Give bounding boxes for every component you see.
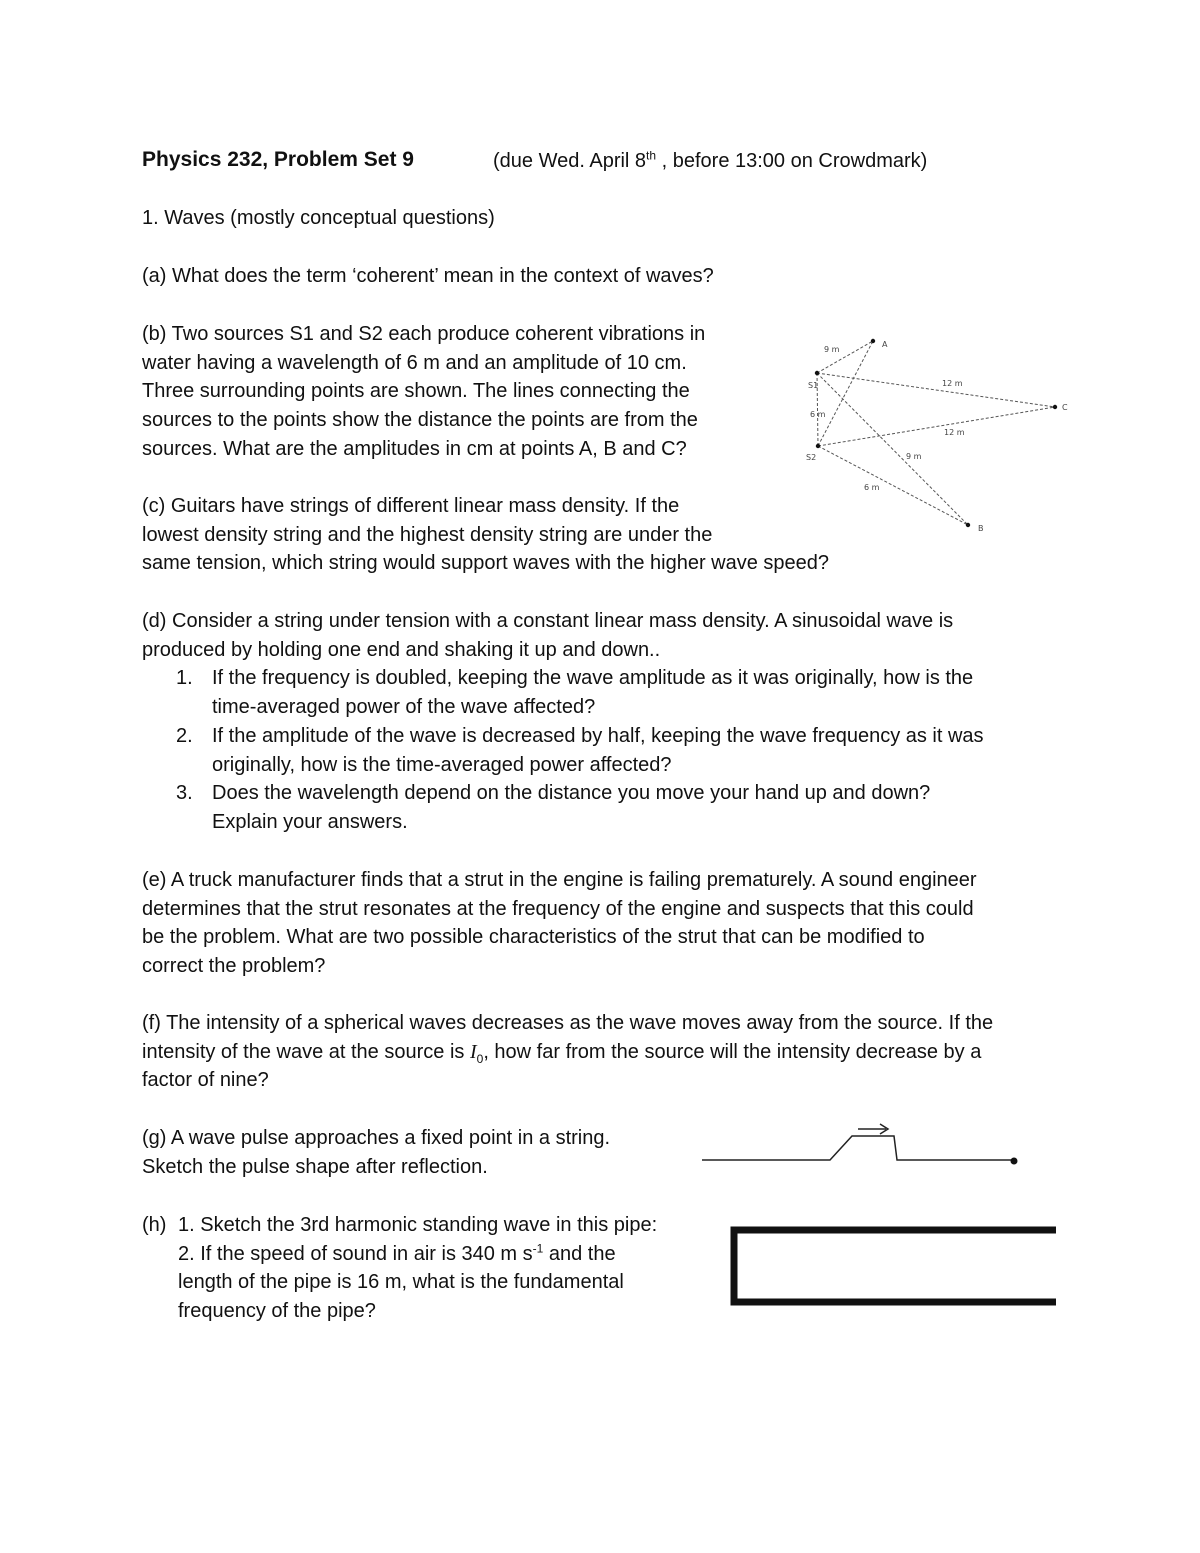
dist-s1-s2: 6 m — [810, 410, 826, 419]
label-a: A — [882, 340, 888, 349]
question-g-line: Sketch the pulse shape after reflection. — [142, 1155, 488, 1178]
string-with-pulse — [702, 1136, 1014, 1160]
page-title: Physics 232, Problem Set 9 — [142, 148, 414, 171]
question-d-line: (d) Consider a string under tension with a constant linear mass density. A sinusoidal wave is — [142, 610, 954, 632]
point-c-dot — [1053, 405, 1057, 409]
line-s1-b — [817, 373, 968, 525]
question-e-line: (e) A truck manufacturer finds that a strut in the engine is failing prematurely. A sound engineer — [142, 869, 977, 891]
question-d-item: 3. Does the wavelength depend on the distance you move your hand up and down? — [176, 782, 931, 805]
dist-s1-a: 9 m — [824, 345, 840, 354]
source-s1-dot — [815, 371, 819, 375]
question-b-line: water having a wavelength of 6 m and an amplitude of 10 cm. — [142, 351, 687, 374]
question-c-line: lowest density string and the highest density string are under the — [142, 523, 713, 546]
question-e-line: determines that the strut resonates at the frequency of the engine and suspects that this could — [142, 897, 974, 920]
line-s2-b — [818, 446, 968, 525]
section-heading: 1. Waves (mostly conceptual questions) — [142, 207, 495, 229]
point-b-dot — [966, 523, 970, 527]
question-d-item: 2. If the amplitude of the wave is decreased by half, keeping the wave frequency as it was — [176, 724, 984, 747]
label-c: C — [1062, 403, 1068, 412]
point-a-dot — [871, 339, 875, 343]
label-s2: S2 — [806, 453, 817, 462]
dist-s1-b: 9 m — [906, 452, 922, 461]
question-d-item-cont: time-averaged power of the wave affected? — [212, 696, 596, 719]
question-h-line: length of the pipe is 16 m, what is the fundamental — [178, 1271, 624, 1294]
question-h-label: (h) — [142, 1214, 167, 1236]
question-e-line: correct the problem? — [142, 955, 326, 978]
question-h-line: 1. Sketch the 3rd harmonic standing wave in this pipe: — [178, 1214, 658, 1236]
closed-pipe — [734, 1230, 1056, 1302]
question-c-line: same tension, which string would support waves with the higher wave speed? — [142, 552, 830, 575]
interference-diagram — [800, 325, 1070, 550]
question-c-line: (c) Guitars have strings of different linear mass density. If the — [142, 495, 680, 517]
wave-pulse-diagram — [700, 1118, 1030, 1174]
question-d-item: 1. If the frequency is doubled, keeping the wave amplitude as it was originally, how is the — [176, 667, 974, 690]
dist-s2-b: 6 m — [864, 483, 880, 492]
fixed-point-dot — [1011, 1158, 1018, 1165]
question-e-line: be the problem. What are two possible characteristics of the strut that can be modified to — [142, 926, 925, 949]
line-s1-c — [817, 373, 1055, 407]
question-f-line: (f) The intensity of a spherical waves decreases as the wave moves away from the source. If the — [142, 1012, 994, 1034]
label-s1: S1 — [808, 381, 819, 390]
question-b-line: (b) Two sources S1 and S2 each produce coherent vibrations in — [142, 323, 706, 345]
question-b-line: Three surrounding points are shown. The lines connecting the — [142, 380, 690, 403]
label-b: B — [978, 524, 984, 533]
question-f-line: factor of nine? — [142, 1069, 269, 1092]
question-d-item-cont: originally, how is the time-averaged power affected? — [212, 753, 672, 776]
dist-s1-c: 12 m — [942, 379, 963, 388]
due-date: (due Wed. April 8th , before 13:00 on Crowdmark) — [493, 148, 928, 172]
question-h-line: frequency of the pipe? — [178, 1300, 376, 1323]
question-b-line: sources to the points show the distance the points are from the — [142, 409, 698, 432]
question-g-line: (g) A wave pulse approaches a fixed point in a string. — [142, 1127, 611, 1149]
question-b-line: sources. What are the amplitudes in cm at points A, B and C? — [142, 437, 687, 460]
question-d-item-cont: Explain your answers. — [212, 810, 408, 833]
dist-s2-c: 12 m — [944, 428, 965, 437]
question-d-line: produced by holding one end and shaking it up and down.. — [142, 638, 661, 661]
line-s2-c — [818, 407, 1055, 446]
question-a: (a) What does the term ‘coherent’ mean in the context of waves? — [142, 265, 714, 287]
question-h-line: 2. If the speed of sound in air is 340 m $s^{-1}$ and the — [178, 1241, 616, 1265]
question-f-line: intensity of the wave at the source is $I_0$, how far from the source will the intensity decrease by a — [142, 1040, 982, 1066]
pipe-diagram — [728, 1224, 1060, 1308]
source-s2-dot — [816, 444, 820, 448]
